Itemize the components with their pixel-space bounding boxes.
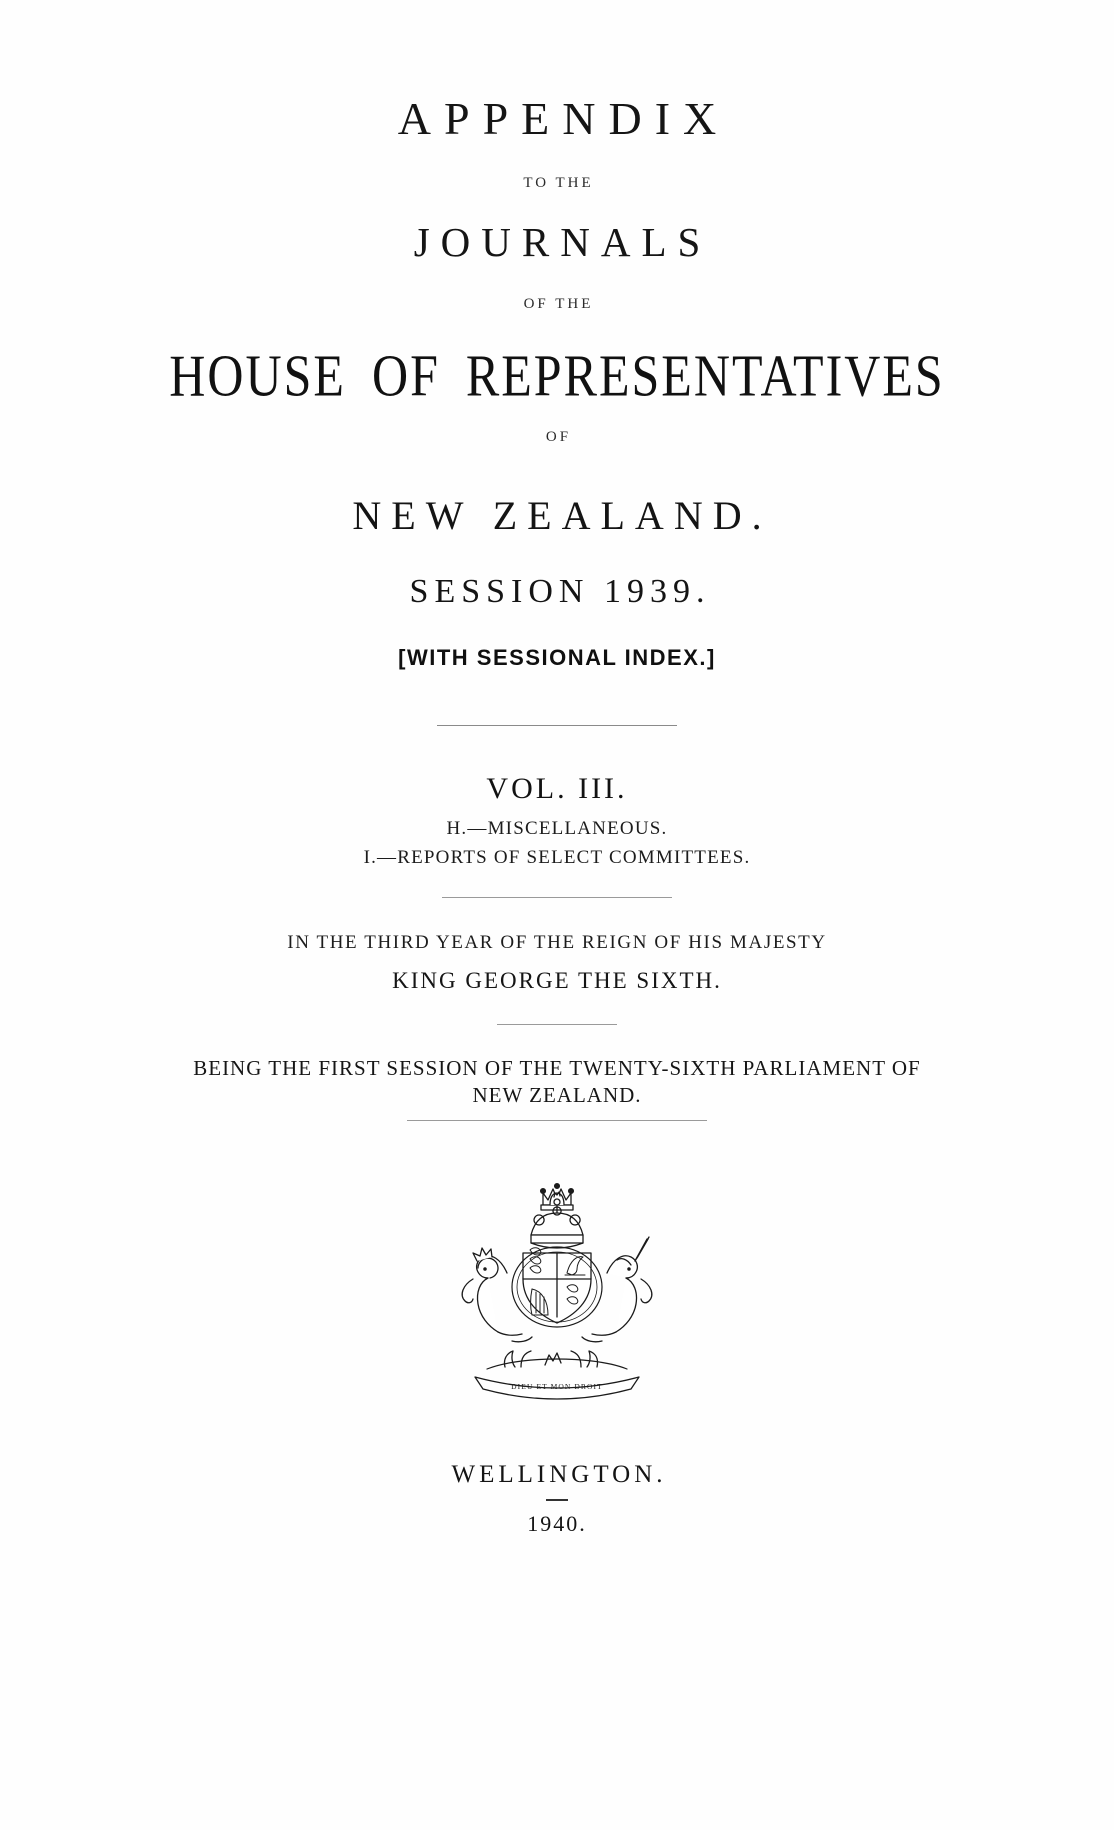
reign-line: IN THE THIRD YEAR OF THE REIGN OF HIS MAJESTY <box>287 932 827 953</box>
connector-of-the: OF THE <box>523 296 594 312</box>
king-line: KING GEORGE THE SIXTH. <box>392 968 722 993</box>
page-title-journals: JOURNALS <box>413 219 712 265</box>
page-title-new-zealand: NEW ZEALAND. <box>352 493 772 538</box>
parliament-session-line-1: BEING THE FIRST SESSION OF THE TWENTY-SIXTH PARLIAMENT OF <box>193 1056 921 1080</box>
divider-rule-top <box>437 725 677 726</box>
parliament-session-note <box>0 1055 1114 1110</box>
representatives-word: REPRESENTATIVES <box>465 342 945 409</box>
publication-place: WELLINGTON. <box>451 1460 667 1488</box>
sessional-index-note: [WITH SESSIONAL INDEX.] <box>398 645 716 670</box>
volume-section-i: I.—REPORTS OF SELECT COMMITTEES. <box>363 847 751 868</box>
divider-dash <box>546 1499 568 1501</box>
divider-rule-small <box>497 1024 617 1025</box>
publication-year: 1940. <box>527 1510 587 1536</box>
connector-to-the: TO THE <box>523 175 594 191</box>
parliament-session-line-2: NEW ZEALAND. <box>472 1083 642 1108</box>
page-title-house-of-representatives <box>0 341 1114 409</box>
volume-section-h: H.—MISCELLANEOUS. <box>446 818 668 839</box>
house-word: HOUSE <box>169 342 346 409</box>
session-line: SESSION 1939. <box>409 573 711 610</box>
of-word: OF <box>371 342 440 409</box>
page-title-appendix: APPENDIX <box>397 93 730 144</box>
divider-rule-middle <box>442 897 672 898</box>
volume-label: VOL. III. <box>486 772 628 805</box>
svg-text:DIEU ET MON DROIT: DIEU ET MON DROIT <box>511 1381 603 1391</box>
coat-of-arms-icon <box>0 1167 1114 1427</box>
connector-of: OF <box>545 429 572 445</box>
divider-rule-bottom <box>407 1120 707 1121</box>
